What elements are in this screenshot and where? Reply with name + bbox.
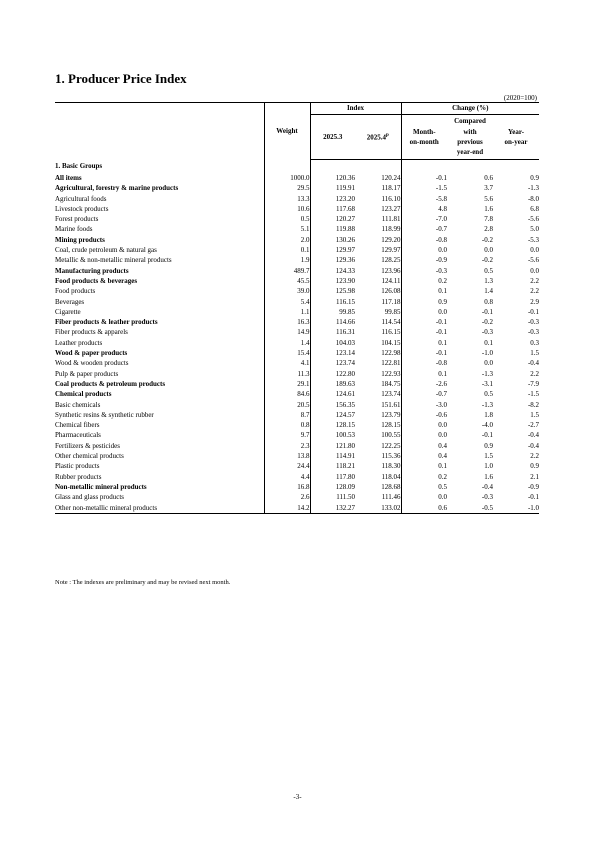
prev-year-end-cell: -1.3 (481, 400, 493, 409)
year-on-year-cell: 0.9 (530, 462, 540, 471)
index-prev-cell: 111.50 (310, 492, 355, 502)
prev-year-end-cell: 1.0 (484, 462, 493, 471)
index-curr-cell: 133.02 (355, 503, 401, 514)
preliminary-mark: p (385, 133, 389, 139)
weight-cell: 24.4 (264, 461, 310, 471)
month-on-month-cell: 0.4 (401, 451, 447, 461)
index-curr-cell: 100.55 (381, 431, 401, 440)
index-curr-cell: 115.36 (381, 452, 401, 461)
month-on-month-cell: -0.6 (401, 410, 447, 420)
year-on-year-header: Year- on-year (493, 115, 539, 160)
prev-year-end-cell: 0.8 (484, 297, 493, 306)
index-curr-cell: 116.10 (381, 194, 401, 203)
year-on-year-cell: -0.4 (527, 431, 540, 440)
index-curr-cell: 122.93 (381, 369, 401, 378)
prev-year-end-cell: 1.8 (484, 410, 493, 419)
month-on-month-cell: -0.1 (401, 317, 447, 327)
index-curr-cell: 120.24 (381, 174, 401, 182)
index-curr-cell: 118.04 (381, 472, 401, 481)
weight-cell: 1.4 (264, 338, 310, 348)
row-label: Forest products (55, 215, 99, 224)
index-curr-cell: 114.54 (381, 318, 401, 327)
index-curr-cell: 111.46 (381, 493, 401, 502)
month-on-month-cell: -0.3 (401, 266, 447, 276)
row-label: Mining products (55, 235, 105, 244)
table-row (55, 266, 539, 276)
row-label: Wood & paper products (55, 349, 128, 358)
prev-year-end-cell: 7.8 (484, 215, 493, 224)
year-on-year-cell: 2.9 (530, 297, 540, 306)
index-prev-cell: 123.14 (310, 348, 355, 358)
month-on-month-header: Month- on-month (401, 115, 447, 160)
row-label: Coal, crude petroleum & natural gas (55, 246, 157, 255)
index-prev-cell: 118.21 (310, 461, 355, 471)
weight-cell: 1.1 (264, 307, 310, 317)
index-prev-cell: 156.35 (310, 400, 355, 410)
weight-cell: 5.4 (264, 297, 310, 307)
index-curr-cell: 116.15 (381, 328, 401, 337)
label-column-header (55, 103, 264, 160)
month-on-month-cell: -3.0 (401, 400, 447, 410)
prev-year-end-cell: -0.3 (481, 493, 493, 502)
year-on-year-cell: 0.3 (530, 338, 540, 347)
prev-year-end-cell: 3.7 (484, 184, 493, 193)
row-label: Fiber products & leather products (55, 318, 158, 327)
index-prev-cell: 130.26 (310, 235, 355, 245)
table-row (55, 327, 539, 337)
index-prev-cell: 128.09 (310, 482, 355, 492)
row-label: Livestock products (55, 204, 109, 213)
year-on-year-cell: 1.5 (530, 410, 540, 419)
weight-cell: 10.6 (264, 204, 310, 214)
year-on-year-cell: 2.2 (530, 287, 540, 296)
prev-year-end-cell: -0.3 (481, 328, 493, 337)
prev-year-end-cell: -4.0 (481, 421, 493, 430)
table-body (55, 160, 539, 514)
prev-year-end-cell: -0.1 (481, 431, 493, 440)
month-on-month-cell: -7.0 (401, 214, 447, 224)
year-on-year-cell: -8.0 (527, 194, 540, 203)
month-on-month-cell: 0.0 (401, 430, 447, 440)
month-on-month-cell: 0.0 (401, 245, 447, 255)
prev-year-end-cell: 5.6 (484, 194, 493, 203)
index-curr-header (355, 115, 401, 160)
index-curr-cell: 128.15 (381, 421, 401, 430)
index-curr-cell: 128.25 (381, 256, 401, 265)
index-prev-cell: 123.90 (310, 276, 355, 286)
weight-cell: 5.1 (264, 224, 310, 234)
index-curr-cell: 122.98 (381, 349, 401, 358)
weight-cell: 0.8 (264, 420, 310, 430)
weight-cell: 14.2 (264, 503, 310, 514)
table-row (55, 441, 539, 451)
prev-year-end-cell: 0.0 (484, 246, 493, 255)
index-curr-cell: 118.99 (381, 225, 401, 234)
row-label: Other non-metallic mineral products (55, 503, 264, 514)
prev-year-end-cell: -0.2 (481, 235, 493, 244)
year-on-year-cell: -0.9 (527, 482, 540, 491)
weight-cell: 11.3 (264, 369, 310, 379)
index-prev-cell: 122.80 (310, 369, 355, 379)
weight-cell: 2.6 (264, 492, 310, 502)
year-on-year-cell: 6.8 (530, 204, 540, 213)
row-label: Leather products (55, 338, 103, 347)
table-row (55, 214, 539, 224)
index-curr-cell: 184.75 (381, 379, 401, 388)
weight-cell: 4.1 (264, 358, 310, 368)
row-label: Agricultural foods (55, 194, 107, 203)
prev-year-end-cell: 2.8 (484, 225, 493, 234)
month-on-month-cell: 0.1 (401, 461, 447, 471)
month-on-month-cell: -0.1 (401, 327, 447, 337)
year-on-year-cell: -1.0 (493, 503, 539, 514)
table-row (55, 276, 539, 286)
index-prev-cell: 114.66 (310, 317, 355, 327)
row-label: Chemical fibers (55, 421, 100, 430)
weight-cell: 8.7 (264, 410, 310, 420)
index-curr-cell: 123.27 (381, 204, 401, 213)
month-on-month-cell: 0.4 (401, 441, 447, 451)
weight-cell: 29.1 (264, 379, 310, 389)
year-on-year-cell: -8.2 (527, 400, 540, 409)
table-row (55, 297, 539, 307)
prev-year-end-cell: -0.2 (481, 318, 493, 327)
prev-year-end-header: Compared with previous year-end (447, 115, 493, 160)
year-on-year-cell: 1.5 (530, 349, 540, 358)
index-curr-cell: 123.79 (381, 410, 401, 419)
month-on-month-cell: 0.0 (401, 307, 447, 317)
row-label: Pharmaceuticals (55, 431, 101, 440)
table-row (55, 379, 539, 389)
table-row (55, 183, 539, 193)
table-row (55, 482, 539, 492)
prev-year-end-cell: 0.6 (484, 174, 493, 182)
weight-cell: 2.3 (264, 441, 310, 451)
prev-year-end-cell: -0.2 (481, 256, 493, 265)
prev-year-end-cell: 1.5 (484, 452, 493, 461)
prev-year-end-cell: -1.3 (481, 369, 493, 378)
index-prev-cell: 124.33 (310, 266, 355, 276)
table-row (55, 255, 539, 265)
year-on-year-cell: -0.4 (527, 359, 540, 368)
index-prev-cell: 128.15 (310, 420, 355, 430)
index-prev-cell: 124.57 (310, 410, 355, 420)
row-label: Agricultural, forestry & marine products (55, 184, 179, 193)
year-on-year-cell: -5.6 (527, 215, 540, 224)
footnote: Note : The indexes are preliminary and may be revised next month. (55, 579, 231, 586)
month-on-month-cell: -0.8 (401, 358, 447, 368)
index-prev-cell: 117.68 (310, 204, 355, 214)
page-number: -3- (293, 793, 302, 801)
index-prev-cell: 116.31 (310, 327, 355, 337)
row-label: Plastic products (55, 462, 100, 471)
year-on-year-cell: -0.4 (527, 441, 540, 450)
row-label: Food products (55, 287, 96, 296)
year-on-year-cell: -1.5 (527, 390, 540, 399)
row-label: Manufacturing products (55, 266, 129, 275)
month-on-month-cell: 0.2 (401, 276, 447, 286)
table-row (55, 400, 539, 410)
index-curr-cell: 118.30 (381, 462, 401, 471)
index-prev-cell: 119.91 (310, 183, 355, 193)
weight-cell: 16.3 (264, 317, 310, 327)
year-on-year-cell: -0.3 (527, 328, 540, 337)
table-row (55, 204, 539, 214)
table-row (55, 348, 539, 358)
index-prev-cell: 129.97 (310, 245, 355, 255)
year-on-year-cell: -5.6 (527, 256, 540, 265)
prev-year-end-cell: -0.4 (481, 482, 493, 491)
index-curr-cell: 117.18 (381, 297, 401, 306)
row-label: Other chemical products (55, 452, 124, 461)
table-row (55, 224, 539, 234)
table-row (55, 194, 539, 204)
page-title: 1. Producer Price Index (55, 71, 187, 86)
weight-cell: 489.7 (264, 266, 310, 276)
index-prev-cell: 124.61 (310, 389, 355, 399)
weight-cell: 14.9 (264, 327, 310, 337)
index-prev-cell: 123.20 (310, 194, 355, 204)
year-on-year-cell: 0.0 (530, 266, 540, 275)
table-row (55, 317, 539, 327)
weight-cell: 1.9 (264, 255, 310, 265)
index-curr-cell: 123.74 (381, 390, 401, 399)
month-on-month-cell: 0.1 (401, 369, 447, 379)
year-on-year-cell: 2.2 (530, 369, 540, 378)
row-label: Pulp & paper products (55, 369, 119, 378)
table-row (55, 472, 539, 482)
month-on-month-cell: 0.0 (401, 492, 447, 502)
table-row (55, 492, 539, 502)
year-on-year-cell: 2.2 (530, 452, 540, 461)
row-label: Wood & wooden products (55, 359, 129, 368)
prev-year-end-cell: 0.1 (484, 338, 493, 347)
year-on-year-cell: 2.1 (530, 472, 540, 481)
weight-cell: 39.0 (264, 286, 310, 296)
table-row (55, 503, 539, 514)
year-on-year-cell: -0.1 (527, 307, 540, 316)
prev-year-end-cell: -0.1 (481, 307, 493, 316)
weight-cell: 16.8 (264, 482, 310, 492)
change-header: Change (%) (401, 103, 539, 115)
month-on-month-cell: 0.5 (401, 482, 447, 492)
index-curr-cell: 151.61 (381, 400, 401, 409)
index-curr-cell: 128.68 (381, 482, 401, 491)
prev-year-end-cell: 1.6 (484, 204, 493, 213)
index-prev-cell: 121.80 (310, 441, 355, 451)
prev-year-end-cell: 0.5 (484, 390, 493, 399)
index-curr-cell: 99.85 (384, 307, 401, 316)
table-row (55, 245, 539, 255)
row-label: Basic chemicals (55, 400, 101, 409)
prev-year-end-cell: 0.5 (484, 266, 493, 275)
index-prev-cell: 120.36 (310, 173, 355, 183)
table-row (55, 389, 539, 399)
month-on-month-cell: 0.0 (401, 420, 447, 430)
year-on-year-cell: -1.3 (527, 184, 540, 193)
month-on-month-cell: -1.5 (401, 183, 447, 193)
row-label: Beverages (55, 297, 85, 306)
base-year-note: (2020=100) (503, 94, 537, 102)
month-on-month-cell: 0.1 (401, 286, 447, 296)
prev-year-end-cell: 0.0 (484, 359, 493, 368)
section-row (55, 160, 539, 174)
row-label: Non-metallic mineral products (55, 482, 147, 491)
index-prev-cell: 119.88 (310, 224, 355, 234)
index-curr-cell: 122.25 (381, 441, 401, 450)
index-prev-cell: 99.85 (310, 307, 355, 317)
index-curr-cell: 111.81 (381, 215, 401, 224)
table-row (55, 430, 539, 440)
row-label: Fertilizers & pesticides (55, 441, 120, 450)
month-on-month-cell: -0.9 (401, 255, 447, 265)
row-label: Metallic & non-metallic mineral products (55, 256, 172, 265)
index-curr-cell: 122.81 (381, 359, 401, 368)
index-prev-cell: 132.27 (310, 503, 355, 514)
table-row (55, 369, 539, 379)
weight-cell: 15.4 (264, 348, 310, 358)
row-label: Cigarette (55, 307, 81, 316)
row-label: Glass and glass products (55, 493, 125, 502)
index-curr-cell: 123.96 (381, 266, 401, 275)
row-label: Food products & beverages (55, 276, 138, 285)
index-prev-cell: 129.36 (310, 255, 355, 265)
weight-header: Weight (264, 103, 310, 160)
index-prev-cell: 189.63 (310, 379, 355, 389)
month-on-month-cell: 0.9 (401, 297, 447, 307)
prev-year-end-cell: 0.9 (484, 441, 493, 450)
index-prev-header: 2025.3 (310, 115, 355, 160)
weight-cell: 45.5 (264, 276, 310, 286)
weight-cell: 4.4 (264, 472, 310, 482)
year-on-year-cell: -0.1 (527, 493, 540, 502)
row-label: Chemical products (55, 390, 112, 399)
weight-cell: 1000.0 (264, 173, 310, 183)
month-on-month-cell: -0.1 (401, 348, 447, 358)
index-curr-cell: 124.11 (381, 276, 401, 285)
table-row (55, 173, 539, 183)
prev-year-end-cell: -3.1 (481, 379, 493, 388)
table-row (55, 420, 539, 430)
row-label: Synthetic resins & synthetic rubber (55, 410, 154, 419)
month-on-month-cell: -2.6 (401, 379, 447, 389)
month-on-month-cell: 0.1 (401, 338, 447, 348)
index-curr-cell: 118.17 (381, 184, 401, 193)
month-on-month-cell: 4.8 (401, 204, 447, 214)
row-label: Coal products & petroleum products (55, 379, 166, 388)
year-on-year-cell: 5.0 (530, 225, 540, 234)
index-prev-cell: 125.98 (310, 286, 355, 296)
section-label: 1. Basic Groups (55, 162, 103, 171)
year-on-year-cell: 0.0 (530, 246, 540, 255)
row-label: All items (55, 174, 82, 182)
index-prev-cell: 120.27 (310, 214, 355, 224)
month-on-month-cell: -0.7 (401, 224, 447, 234)
year-on-year-cell: -2.7 (527, 421, 540, 430)
index-curr-cell: 126.08 (381, 287, 401, 296)
row-label: Rubber products (55, 472, 102, 481)
prev-year-end-cell: -0.5 (447, 503, 493, 514)
year-on-year-cell: -7.9 (527, 379, 540, 388)
year-on-year-cell: 0.9 (530, 174, 540, 182)
weight-cell: 20.5 (264, 400, 310, 410)
weight-cell: 2.0 (264, 235, 310, 245)
month-on-month-cell: -0.7 (401, 389, 447, 399)
index-prev-cell: 100.53 (310, 430, 355, 440)
prev-year-end-cell: 1.6 (484, 472, 493, 481)
table-row (55, 461, 539, 471)
producer-price-index-table (55, 102, 539, 514)
year-on-year-cell: -5.3 (527, 235, 540, 244)
index-prev-cell: 123.74 (310, 358, 355, 368)
index-curr-cell: 129.20 (381, 235, 401, 244)
table-row (55, 410, 539, 420)
row-label: Fiber products & apparels (55, 328, 128, 337)
prev-year-end-cell: -1.0 (481, 349, 493, 358)
index-curr-label: 2025.4 (366, 133, 386, 142)
table-row (55, 338, 539, 348)
month-on-month-cell: 0.2 (401, 472, 447, 482)
table-row (55, 307, 539, 317)
weight-cell: 13.8 (264, 451, 310, 461)
row-label: Marine foods (55, 225, 93, 234)
index-prev-cell: 114.91 (310, 451, 355, 461)
prev-year-end-cell: 1.3 (484, 276, 493, 285)
year-on-year-cell: 2.2 (530, 276, 540, 285)
index-curr-cell: 129.97 (381, 246, 401, 255)
weight-cell: 29.5 (264, 183, 310, 193)
index-header: Index (310, 103, 401, 115)
month-on-month-cell: 0.6 (401, 503, 447, 514)
month-on-month-cell: -5.8 (401, 194, 447, 204)
index-prev-cell: 116.15 (310, 297, 355, 307)
weight-cell: 0.1 (264, 245, 310, 255)
table-row (55, 235, 539, 245)
year-on-year-cell: -0.3 (527, 318, 540, 327)
index-prev-cell: 104.03 (310, 338, 355, 348)
month-on-month-cell: -0.8 (401, 235, 447, 245)
index-prev-cell: 117.80 (310, 472, 355, 482)
index-curr-cell: 104.15 (381, 338, 401, 347)
table-row (55, 451, 539, 461)
weight-cell: 9.7 (264, 430, 310, 440)
weight-cell: 13.3 (264, 194, 310, 204)
table-row (55, 286, 539, 296)
prev-year-end-cell: 1.4 (484, 287, 493, 296)
month-on-month-cell: -0.1 (401, 173, 447, 183)
weight-cell: 84.6 (264, 389, 310, 399)
table-row (55, 358, 539, 368)
weight-cell: 0.5 (264, 214, 310, 224)
